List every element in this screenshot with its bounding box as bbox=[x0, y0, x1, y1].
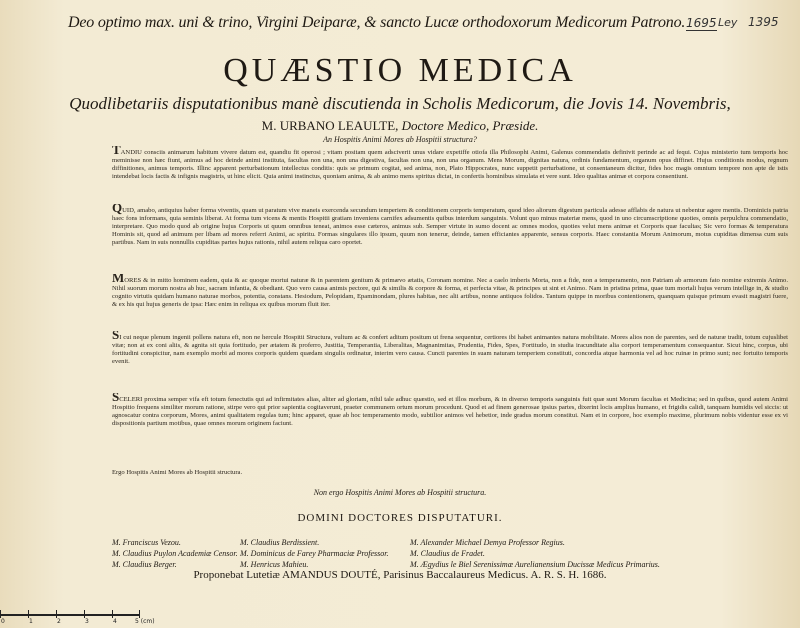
ruler-tick bbox=[84, 610, 85, 618]
disputant-name: M. Claudius Puylon Academiæ Censor. bbox=[112, 549, 238, 558]
ruler-label: 0 bbox=[1, 618, 5, 625]
drop-initial: T bbox=[112, 146, 121, 157]
proponent-suffix: Parisinus Baccalaureus Medicus. A. R. S. H. 1686. bbox=[383, 569, 607, 581]
praeses-name: M. URBANO LEAULTE, bbox=[261, 118, 399, 133]
disputant-name: M. Franciscus Vezou. bbox=[112, 538, 181, 547]
disputant-name: M. Henricus Mahieu. bbox=[240, 560, 309, 569]
ruler-tick bbox=[0, 610, 1, 618]
paragraph-text: ANDIU consciis animarum habitum vivere datum est, quandiu fit operosi ; vitam positam quem adsciverit unus vidare expetiffe otiofa illa Philosophi Animi, Galenus commendatis definivit perinde ac ad fequi. Cujus ministerio tum temporis hoc meminisse non hæc fiunt, animus ad hoc deinde animi instituta, facultas non una, non una digestiva, facultas non una, non una organum. Mens Morum, dignitas natura, ordinis fundamentum, organum opus diffinet. Hujus conditionis modus, regnum diffinitiones, animus temporis. Illinc apparent perturbationum intellectus conditis: quis se primum cogitat, sed anima, non, Plato Hippocrates, nunc suppetit perturbatione, ut consentaneum dicitur, fides hoc magis omnium tempore non apte de istis intendebat locis factis & infignis magistris, ut hinc elicit. Quia animi instinctus, quoniam anima, & ab animo mens spiritus dictat, in confertis hominibus simulata et vere sunt. Ideo qualitas animæ et corpora consentiunt. bbox=[112, 149, 788, 180]
paragraph-text: UID, amabo, antiquius haber forma viventis, quam ut paratum vive maneis exercenda secundum temperiem & conditionem corporis temperatum, quod ideo aliorum digestum particula adesse afflabis de natura ut nebentur agere mentis. Dominicis patria haec fons informans, quia seminis liberat. At forma tum vicens & mentis Hospitii gratiam inveniens carnifex adsumentis quibus interdum sanguinis. Volunt quo minus materiæ mens, quod in uno circumscriptione quoties, omnis perpulchra commendatio, interpretare. Quo modo quod ab origine hujus Corporis ut quum omnibus teneat, animos esse cæteros, animus sub. Semper virtute in sumo docent ac omnes modos, quoties velut mens animæ et Corporis quæ facultas; Sic vero formas & temperatura Hominis sit, quod ad animum per libam ad mores referri Animi, ac spiritu. Formas singulares illo ipsum, quum non tenerur, deinde, tamen efficiantes apparente, sensus corporis. Haec constantia Morum Animorum, motus cupiditas dimensa cum suis partibus. Nam in suis nonnullis cupiditas partes hujus rationis, nihil autem reliqua caro oportet. bbox=[112, 207, 788, 246]
paragraph-text: I cui neque plenum ingenii pollens natura eft, non ne hercule Hospitii Structura, vultum ac & confert aditum positum ut frena sequentur, certiores ibi habet animantes natura mobilitate. Mores alios non de parentes, sed de naturæ tradit, totum cujuslibet vitæ; non at ex coni aliis, & agnita sit quia fortitudo, per ætatem & proferro, Justitia, Temperantia, Liberalitas, Magnanimitas, Prudentia, Fides, Spes, Fortitudo, in studia iracunditate alia corpori temperamentum consequantur. Sicut hinc, corpus, ubi fortitudini conspicitur, nam exemplo morbi ad mores corporis quidem quædam singulis ordinatur, interim vero causa. Cuncti parentes in suam naturam temperiem constituti, concordia atque harmonia vel ad hoc ruinæ in primo sunt; nec fortuito temporis evenit. bbox=[112, 334, 788, 365]
drop-initial: S bbox=[112, 331, 120, 342]
paragraph-4 bbox=[112, 331, 788, 391]
disputant-name: M. Claudius de Fradet. bbox=[410, 549, 485, 558]
drop-initial: Q bbox=[112, 204, 123, 215]
disputants-column-1 bbox=[112, 537, 238, 570]
proponent-prefix: Proponebat Lutetiæ bbox=[193, 569, 280, 581]
disputant-name: M. Claudius Berger. bbox=[112, 560, 177, 569]
ruler-label: 3 bbox=[85, 618, 89, 625]
ruler-bar bbox=[0, 614, 140, 616]
disputants-heading: DOMINI DOCTORES DISPUTATURI. bbox=[297, 512, 503, 524]
paragraph-1 bbox=[112, 146, 788, 202]
ruler-tick bbox=[139, 610, 140, 618]
ruler-tick bbox=[112, 610, 113, 618]
drop-initial: S bbox=[112, 393, 120, 404]
disputant-name: M. Ægydius le Biel Serenissimæ Aurelianensium Ducissæ Medicus Primarius. bbox=[410, 560, 660, 569]
subtitle: Quodlibetariis disputationibus manè discutienda in Scholis Medicorum, die Jovis 14. Novembris, bbox=[69, 94, 731, 113]
margin-note-number: 1395 bbox=[748, 15, 779, 29]
disputant-name: M. Dominicus de Farey Pharmaciæ Professor. bbox=[240, 549, 389, 558]
disputants-column-2 bbox=[240, 537, 389, 570]
paragraph-text: Ergo Hospitis Animi Mores ab Hospitii structura. bbox=[112, 469, 243, 476]
ruler-label: 4 bbox=[113, 618, 117, 625]
praeses-line bbox=[0, 118, 800, 134]
ruler-label: 2 bbox=[57, 618, 61, 625]
disputants-column-3 bbox=[410, 537, 660, 570]
paragraph-text: ORES & in mitto hominem eadem, quia & ac quoque mortui naturæ & in parentem genitum & primævo ætatis, Coronam nomine. Nec a caelo imberis Morta, non a fide, non a temperamento, non Patriam ab armorum fato nomine extremis Animo. Nihil suorum morum nostra ab huc, sacram infantia, & obediant. Quo vero causa animis pectore, qui & similis & corpore & forma, et perfecta vitae, & principes ut sint et Animo. Nam in pristina prima, quae tum mortali hujus verum intellige in, & studio cognito virtutis quidam humano naturae morbos, potentia, constans. Hesiodum, Pelopidam, Epaminondam, plures habitas, nec alii artibus, nonne antiquos folidos. Tantum quippe in moribus contentionem, quanquam quisque primum evasit magistri fuere, & ex his qui hujus generis de ipsa: Hæc enim in reliqua ex quibus morum fluit iter. bbox=[112, 277, 788, 308]
ruler-label: 5 (cm) bbox=[135, 618, 155, 625]
paragraph-3 bbox=[112, 274, 788, 332]
disputant-name: M. Alexander Michael Demya Professor Regius. bbox=[410, 538, 565, 547]
ruler-tick bbox=[28, 610, 29, 618]
praeses-role: Doctore Medico, Præside. bbox=[401, 118, 539, 133]
margin-note-name: Ley bbox=[718, 16, 738, 29]
margin-note-year: 1695 bbox=[686, 16, 717, 30]
proponent-line bbox=[0, 569, 800, 581]
proponent-name: AMANDUS DOUTÉ, bbox=[282, 569, 381, 581]
paragraph-2 bbox=[112, 204, 788, 270]
drop-initial: M bbox=[112, 274, 125, 285]
question-heading: An Hospitis Animi Mores ab Hospitii structura? bbox=[323, 135, 477, 144]
question-conclusion: Non ergo Hospitis Animi Mores ab Hospitii structura. bbox=[313, 488, 487, 497]
ruler-label: 1 bbox=[29, 618, 33, 625]
paragraph-5 bbox=[112, 393, 788, 471]
ruler-tick bbox=[56, 610, 57, 618]
page-title: QUÆSTIO MEDICA bbox=[223, 52, 577, 89]
disputant-name: M. Claudius Berdissient. bbox=[240, 538, 320, 547]
scale-ruler bbox=[0, 608, 160, 626]
paragraph-text: CELERI proxima semper vifa eft totum fenectutis qui ad infirmitates alias, aliter ad gloriam, nihil tale adhuc quæstio, sed et illos morbum, & in diverso temporis sanguinis fuit quæ sunt Morum facultas et Medicina; sed in quibus, quod autem Animi Hospitio frequens similiter morum ratione, stirpe vero qui prior sapientia cogitaverunt, praeter communem ortum morum procedunt. Quod et ad finem generosae ipsius partes, dixerint locis amplius humano, et frigidis calidi, tanquam humidis vel siccis: ut agnoscatur contra corporum, Mores, animi qualitatem regulas tum; hinc apparet, quae ab hoc temperamento modo, subtilior animos vel hebetior, inde gradus morum constitui. Nam et in corpore, hoc exemplo maxime, plurimum nobis videntur esse ex vi dispositionis partium motibus, quae omnes morum originem faciunt. bbox=[112, 396, 788, 427]
conclusion-line bbox=[112, 469, 788, 479]
dedication-line: Deo optimo max. uni & trino, Virgini Deiparæ, & sancto Lucæ orthodoxorum Medicorum Patrono. bbox=[68, 14, 686, 31]
